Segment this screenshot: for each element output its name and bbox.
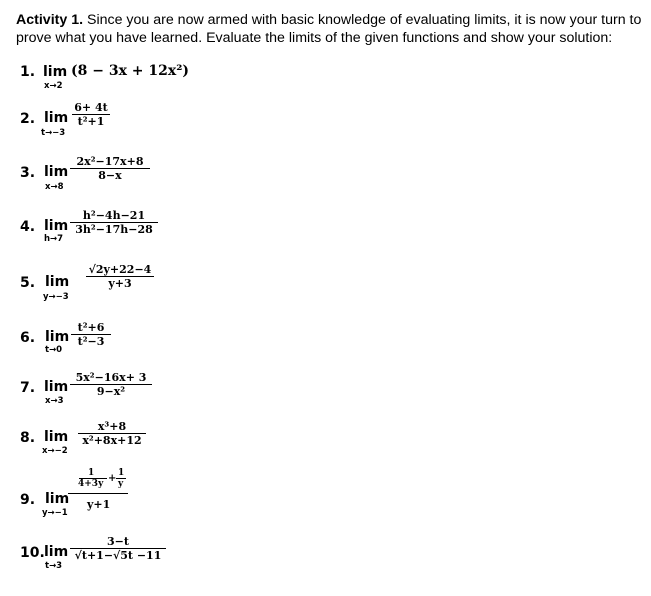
limit-fraction: [78, 420, 146, 447]
limit-operator: lim: [44, 429, 69, 445]
problem-number: 8.: [20, 430, 36, 446]
limit-operator: lim: [45, 274, 70, 290]
fraction-numerator: 3−t: [107, 535, 129, 548]
problem-number: 9.: [20, 492, 36, 508]
inner-den-b: y: [118, 479, 124, 489]
fraction-denominator: 8−x: [98, 169, 122, 182]
limit-fraction: [68, 468, 128, 524]
problem-number: 1.: [20, 64, 36, 80]
fraction-denominator: 3h²−17h−28: [75, 223, 153, 236]
fraction-numerator: 5x²−16x+ 3: [75, 371, 147, 384]
activity-label: Activity 1.: [16, 12, 84, 28]
inner-one-a: 1: [88, 468, 95, 478]
problem-number: 5.: [20, 275, 36, 291]
activity-text: Since you are now armed with basic knowledge of evaluating limits, it is now your turn to prove what you have learned. Evaluate the limits of the given functions and show your solution:: [16, 12, 642, 46]
fraction-numerator: t²+6: [77, 321, 105, 334]
limit-approach: x→−2: [42, 446, 68, 456]
fraction-denominator: 9−x²: [96, 385, 126, 398]
inner-one-b: 1: [118, 468, 125, 478]
limit-approach: h→7: [44, 234, 64, 244]
limit-approach: y→−1: [42, 508, 68, 518]
limit-fraction: [70, 371, 152, 398]
limit-operator: lim: [44, 544, 69, 560]
limit-approach: t→−3: [41, 128, 66, 138]
limit-operator: lim: [44, 218, 69, 234]
fraction-denominator: t²+1: [77, 115, 105, 128]
limit-expression: (8 − 3x + 12x²): [71, 63, 189, 79]
limit-operator: lim: [44, 379, 69, 395]
limit-fraction: [70, 209, 158, 236]
limit-approach: x→3: [45, 396, 64, 406]
problem-number: 3.: [20, 165, 36, 181]
problem-number: 6.: [20, 330, 36, 346]
limit-approach: y→−3: [43, 292, 69, 302]
fraction-numerator: h²−4h−21: [82, 209, 146, 222]
fraction-numerator: √2y+22−4: [88, 263, 152, 276]
fraction-denominator: y+3: [108, 277, 132, 290]
fraction-denominator: x²+8x+12: [82, 434, 142, 447]
fraction-denominator: √t+1−√5t −11: [74, 549, 162, 562]
limit-approach: x→8: [45, 182, 64, 192]
plus-sign: +: [108, 473, 117, 484]
fraction-numerator: x³+8: [97, 420, 127, 433]
limit-fraction: [72, 101, 110, 128]
fraction-denominator: t²−3: [77, 335, 105, 348]
limit-operator: lim: [45, 329, 70, 345]
limit-operator: lim: [44, 164, 69, 180]
problem-number: 7.: [20, 380, 36, 396]
limit-fraction: [70, 535, 166, 562]
inner-den-a: 4+3y: [78, 479, 104, 489]
limit-operator: lim: [45, 491, 70, 507]
fraction-numerator: 6+ 4t: [74, 101, 108, 114]
limit-approach: x→2: [44, 81, 63, 91]
problem-number: 4.: [20, 219, 36, 235]
limit-operator: lim: [43, 64, 68, 80]
problem-number: 10.: [20, 545, 45, 561]
fraction-denominator: y+1: [87, 498, 111, 511]
limit-fraction: [70, 155, 150, 182]
limit-approach: t→0: [45, 345, 63, 355]
activity-instructions: [16, 11, 646, 47]
fraction-bar: [68, 493, 128, 494]
problem-number: 2.: [20, 111, 36, 127]
limit-fraction: [71, 321, 111, 348]
limit-fraction: [86, 263, 154, 290]
limit-operator: lim: [44, 110, 69, 126]
fraction-numerator: 2x²−17x+8: [76, 155, 144, 168]
limit-approach: t→3: [45, 561, 63, 571]
